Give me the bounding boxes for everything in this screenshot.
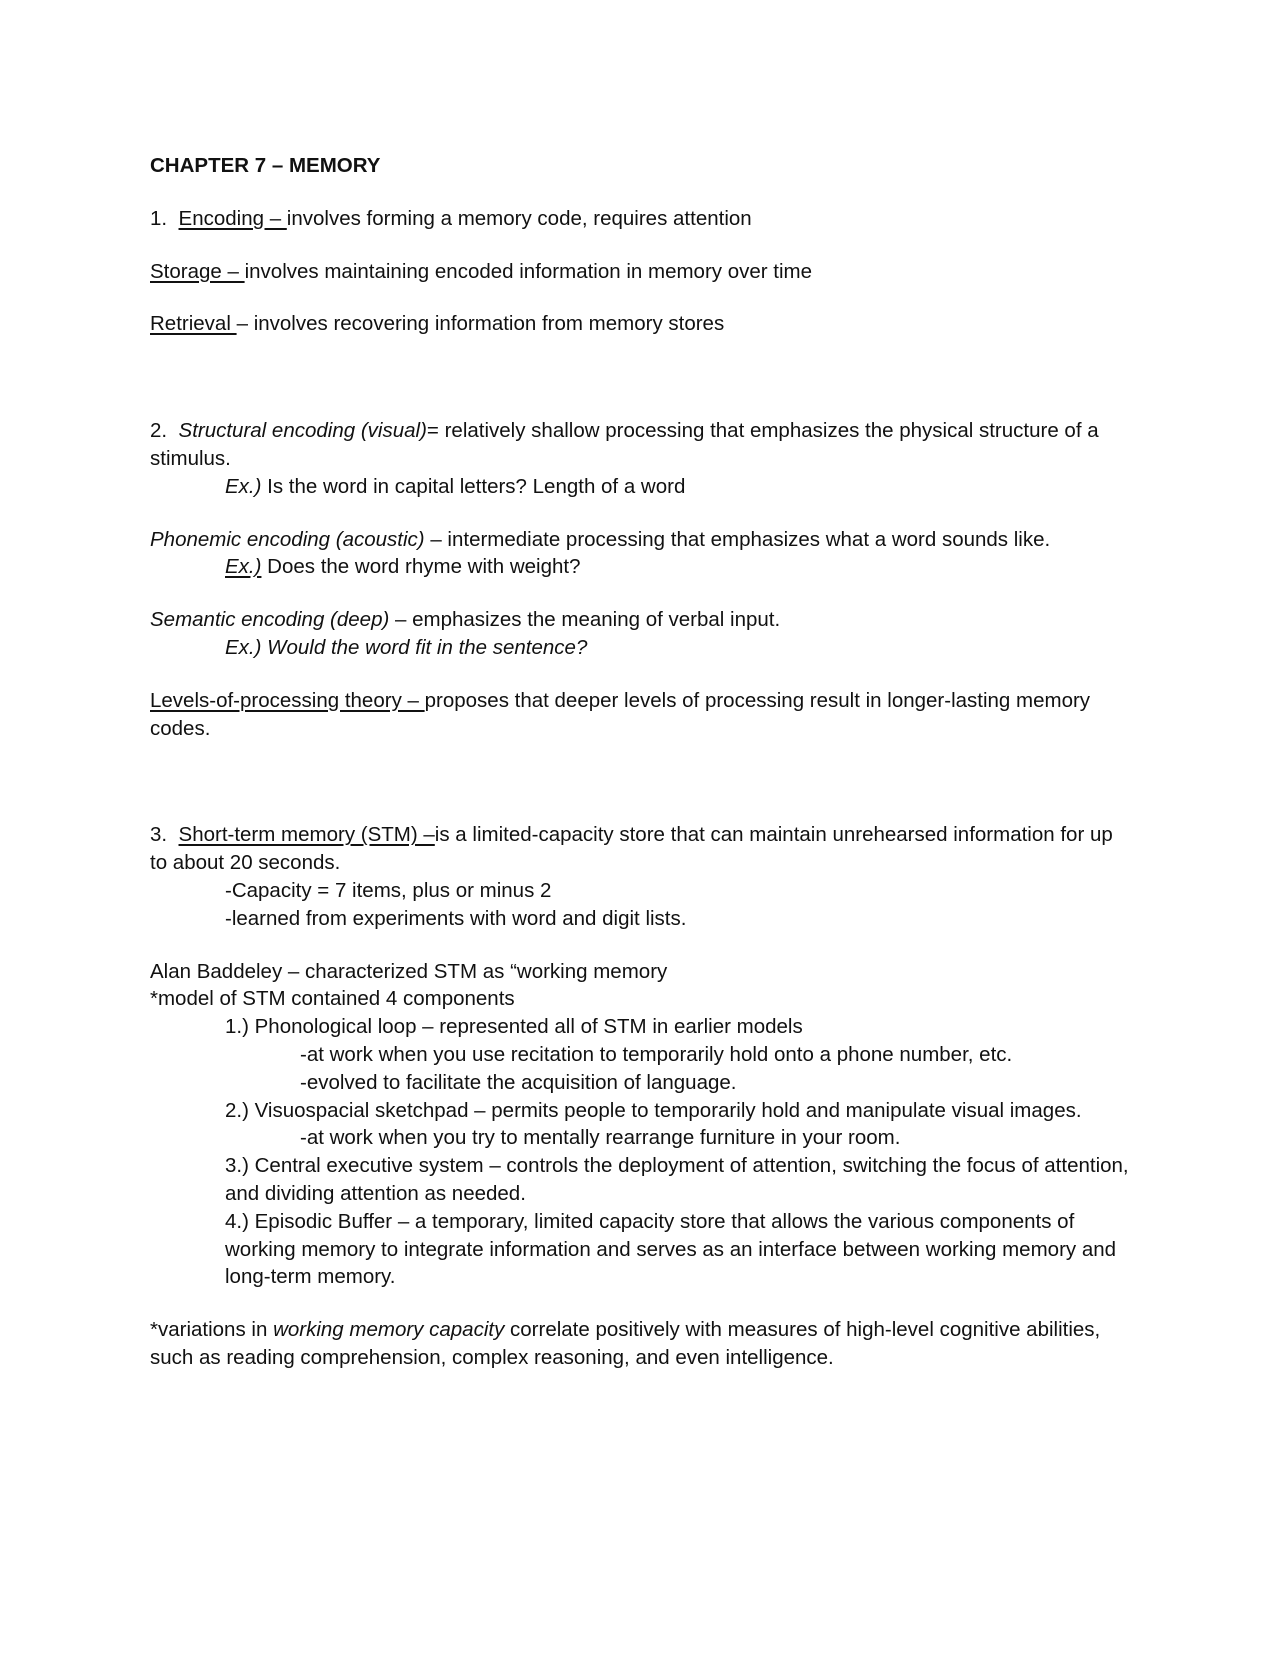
structural-example-text: Is the word in capital letters? Length of a word	[261, 474, 686, 498]
variations-term: working memory capacity	[273, 1318, 505, 1342]
variations-text: correlate positively with measures of high-level cognitive abilities, such as reading comprehension, complex reasoning, and even intelligence.	[150, 1318, 1101, 1369]
baddeley-line: Alan Baddeley – characterized STM as “working memory	[150, 959, 668, 983]
phonemic-definition: – intermediate processing that emphasizes what a word sounds like.	[424, 527, 1051, 551]
structural-term: Structural encoding (visual)	[178, 419, 427, 443]
stm-term: Short-term memory (STM) –	[178, 823, 435, 847]
component-phonological-loop-note-1: -at work when you use recitation to temporarily hold onto a phone number, etc.	[300, 1042, 1013, 1066]
phonemic-example-text: Does the word rhyme with weight?	[261, 555, 581, 579]
storage-paragraph	[150, 258, 1130, 286]
semantic-example	[150, 634, 1130, 662]
component-episodic-buffer: 4.) Episodic Buffer – a temporary, limited capacity store that allows the various components of working memory to integrate information and serves as an interface between working memory and long-term memory.	[225, 1209, 1117, 1289]
component-central-executive: 3.) Central executive system – controls the deployment of attention, switching the focus of attention, and dividing attention as needed.	[225, 1154, 1129, 1205]
stm-definition: is a limited-capacity store that can maintain unrehearsed information for up to about 20 seconds.	[150, 823, 1113, 875]
encoding-term: Encoding –	[178, 206, 287, 230]
encoding-paragraph	[150, 205, 1130, 233]
structural-example-label: Ex.)	[225, 474, 262, 498]
section-number-1: 1.	[150, 206, 168, 230]
retrieval-term: Retrieval	[150, 312, 237, 336]
phonemic-paragraph	[150, 526, 1130, 554]
storage-term: Storage –	[150, 259, 245, 283]
stm-paragraph	[150, 821, 1130, 877]
phonemic-term: Phonemic encoding (acoustic)	[150, 527, 425, 551]
phonemic-example-label: Ex.)	[225, 555, 262, 579]
semantic-term: Semantic encoding (deep)	[150, 608, 390, 632]
document-body	[150, 152, 1130, 1372]
levels-of-processing-paragraph	[150, 687, 1130, 743]
semantic-example-text: Would the word fit in the sentence?	[261, 635, 588, 659]
variations-paragraph	[150, 1316, 1130, 1372]
levels-of-processing-term: Levels-of-processing theory –	[150, 688, 425, 712]
levels-of-processing-definition: proposes that deeper levels of processing result in longer-lasting memory codes.	[150, 688, 1091, 740]
structural-definition: = relatively shallow processing that emphasizes the physical structure of a stimulus.	[150, 419, 1099, 470]
phonemic-example	[150, 553, 1130, 581]
structural-example	[150, 473, 1130, 501]
storage-definition: involves maintaining encoded information in memory over time	[244, 259, 813, 283]
encoding-definition: involves forming a memory code, requires attention	[286, 206, 752, 230]
component-phonological-loop-note-2: -evolved to facilitate the acquisition of language.	[300, 1070, 737, 1094]
retrieval-paragraph	[150, 310, 1130, 338]
section-number-2: 2.	[150, 419, 168, 443]
component-visuospacial-sketchpad-note: -at work when you try to mentally rearrange furniture in your room.	[300, 1126, 901, 1150]
semantic-paragraph	[150, 606, 1130, 634]
semantic-example-label: Ex.)	[225, 635, 262, 659]
structural-paragraph	[150, 417, 1130, 473]
component-visuospacial-sketchpad: 2.) Visuospacial sketchpad – permits people to temporarily hold and manipulate visual images.	[225, 1098, 1082, 1122]
semantic-definition: – emphasizes the meaning of verbal input.	[389, 608, 781, 632]
retrieval-definition: – involves recovering information from memory stores	[236, 312, 725, 336]
stm-learned: -learned from experiments with word and digit lists.	[225, 906, 687, 930]
component-phonological-loop: 1.) Phonological loop – represented all of STM in earlier models	[225, 1015, 803, 1039]
section-number-3: 3.	[150, 823, 168, 847]
model-line: *model of STM contained 4 components	[150, 987, 515, 1011]
chapter-title: CHAPTER 7 – MEMORY	[150, 154, 381, 177]
stm-capacity: -Capacity = 7 items, plus or minus 2	[225, 878, 552, 902]
variations-prefix: *variations in	[150, 1318, 274, 1342]
